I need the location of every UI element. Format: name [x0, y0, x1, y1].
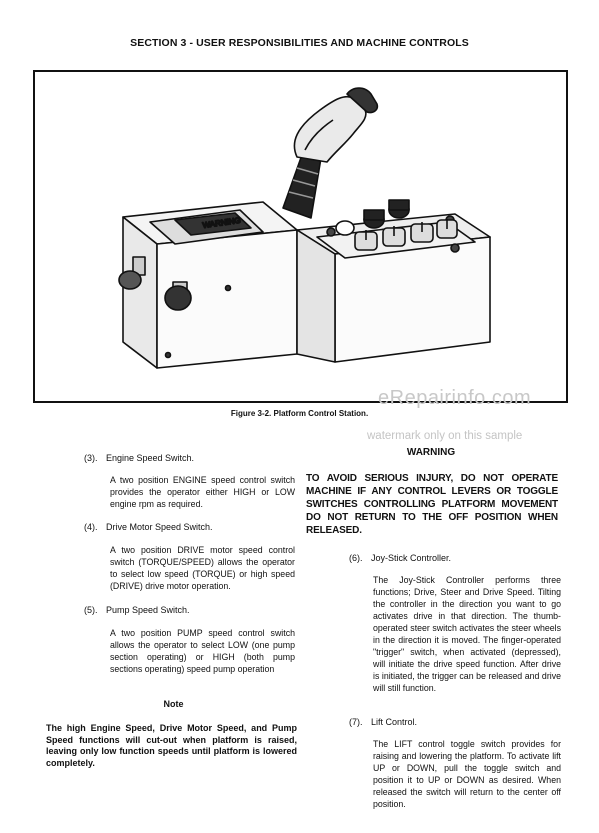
figure-frame	[33, 70, 568, 403]
note-text: The high Engine Speed, Drive Motor Speed, and Pump Speed functions will cut-out when platform is raised, leaving only low function speeds until platform is lowered completely.	[46, 723, 297, 768]
section-header: SECTION 3 - USER RESPONSIBILITIES AND MACHINE CONTROLS	[130, 37, 469, 49]
item-6-heading	[349, 553, 451, 563]
item-4-number: (4).	[84, 522, 98, 532]
item-6-number: (6).	[349, 553, 363, 563]
item-5-text: A two position PUMP speed control switch allows the operator to select LOW (one pump section operating) or HIGH (both pump sections operating) speed pump operation	[110, 628, 295, 674]
item-7-text: The LIFT control toggle switch provides for raising and lowering the platform. To activate lift UP or DOWN, pull the toggle switch and position it to UP or DOWN as desired. When released the switch will return to the center off position.	[373, 739, 561, 809]
watermark-notice: watermark only on this sample	[367, 430, 523, 442]
warning-text: TO AVOID SERIOUS INJURY, DO NOT OPERATE MACHINE IF ANY CONTROL LEVERS OR TOGGLE SWITCHES CONTROLLING PLATFORM MOVEMENT DO NOT RETURN TO THE OFF POSITION WHEN RELEASED.	[306, 473, 558, 536]
item-7-label: Lift Control.	[371, 717, 418, 727]
item-7-heading	[349, 717, 417, 727]
warning-title: WARNING	[406, 447, 456, 458]
figure-caption: Figure 3-2. Platform Control Station.	[230, 409, 369, 418]
item-7-number: (7).	[349, 717, 363, 727]
item-4-heading	[84, 522, 213, 532]
item-3-heading	[84, 453, 194, 463]
item-3-number: (3).	[84, 453, 98, 463]
item-3-label: Engine Speed Switch.	[106, 453, 195, 463]
item-3-text: A two position ENGINE speed control switch provides the operator either HIGH or LOW engine rpm as required.	[110, 475, 295, 509]
watermark-site: eRepairinfo.com	[378, 387, 532, 409]
item-6-label: Joy-Stick Controller.	[371, 553, 452, 563]
note-title: Note	[163, 699, 184, 709]
item-4-label: Drive Motor Speed Switch.	[106, 522, 213, 532]
item-6-text: The Joy-Stick Controller performs three functions; Drive, Steer and Drive Speed. Tilting the controller in the direction you want to go activates drive in that direction. The thumb-operated steer switch activates the steer wheels in the direction it is moved. The finger-operated "trigger" switch, when activated (depressed), will initiate the drive speed function. After drive is initiated, the trigger can be released and drive will still function.	[373, 575, 561, 693]
item-4-text: A two position DRIVE motor speed control switch (TORQUE/SPEED) allows the operator to select low speed (TORQUE) or high speed (DRIVE) drive motor operation.	[110, 545, 295, 591]
item-5-heading	[84, 605, 190, 615]
item-5-label: Pump Speed Switch.	[106, 605, 190, 615]
control-station-illustration	[35, 72, 566, 401]
panel-warning-label: WARNING	[202, 215, 242, 230]
item-5-number: (5).	[84, 605, 98, 615]
